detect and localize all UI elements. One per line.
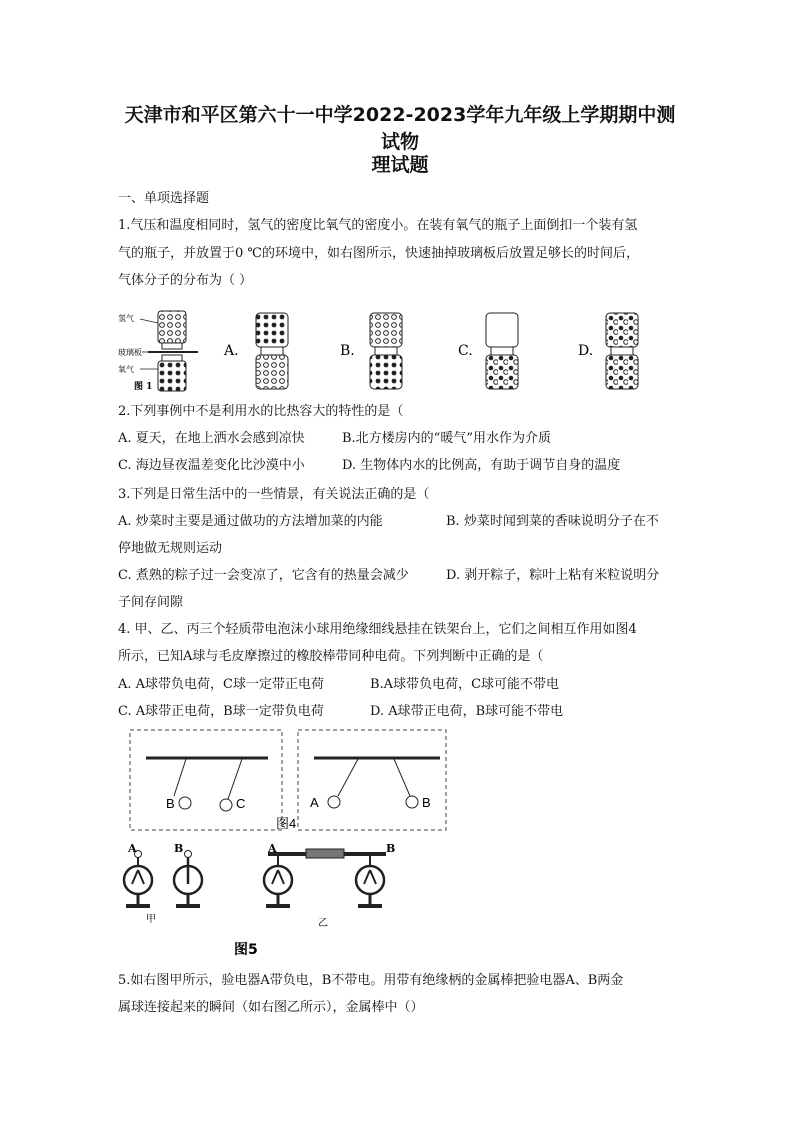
title-line-2: 理试题 [371, 154, 429, 176]
fig4-label-b-left: B [166, 796, 175, 811]
fig1-caption: 图 1 [134, 382, 153, 392]
figure-4-hanging-balls [128, 728, 450, 832]
q1-option-d-figure [606, 313, 638, 389]
fig5-label-b-jia: B [174, 842, 184, 855]
q1-option-d-label: D. [578, 343, 594, 359]
q4-option-d: D. A球带正电荷，B球可能不带电 [370, 704, 564, 719]
fig4-caption: 图4 [276, 816, 297, 831]
q3-option-b-line-1: B. 炒菜时闻到菜的香味说明分子在不 [446, 514, 659, 529]
q2-option-c: C. 海边昼夜温差变化比沙漠中小 [118, 458, 305, 473]
fig5-label-a-jia: A [128, 842, 137, 855]
q1-option-c-label: C. [458, 343, 473, 359]
q2-stem: 2.下列事例中不是利用水的比热容大的特性的是（ [118, 404, 404, 419]
q1-stem-line-2: 气的瓶子，并放置于0 ℃的环境中，如右图所示，快速抽掉玻璃板后放置足够长的时间后， [118, 246, 639, 261]
fig5-caption: 图5 [234, 942, 258, 958]
q2-option-d: D. 生物体内水的比例高，有助于调节自身的温度 [342, 458, 621, 473]
fig5-label-a-yi: A [268, 842, 277, 855]
fig5-connected-electroscopes-yi [264, 849, 386, 908]
fig5-label-yi: 乙 [318, 918, 328, 929]
q1-option-b-label: B. [340, 343, 355, 359]
fig4-label-c: C [236, 796, 246, 811]
q4-option-a: A. A球带负电荷，C球一定带正电荷 [118, 677, 324, 692]
q1-option-c-figure [486, 313, 518, 389]
q2-option-b: B.北方楼房内的“暖气”用水作为介质 [342, 431, 551, 446]
fig4-label-b-right: B [422, 795, 431, 810]
q1-stem-line-3: 气体分子的分布为（ ） [118, 273, 253, 288]
figure-5-electroscopes [118, 840, 408, 960]
figure-1-gas-bottles [118, 305, 678, 400]
fig1-label-glass: 玻璃板 [118, 348, 142, 357]
section-heading: 一、单项选择题 [118, 191, 210, 206]
q3-option-c: C. 煮熟的粽子过一会变凉了，它含有的热量会减少 [118, 568, 409, 583]
q5-stem-line-2: 属球连接起来的瞬间（如右图乙所示），金属棒中（） [118, 1000, 424, 1015]
q1-option-b-figure [370, 313, 402, 389]
q2-option-a: A. 夏天，在地上洒水会感到凉快 [118, 431, 305, 446]
q1-stem-line-1: 1.气压和温度相同时，氢气的密度比氧气的密度小。在装有氧气的瓶子上面倒扣一个装有氢 [118, 218, 638, 233]
q4-option-b: B.A球带负电荷，C球可能不带电 [370, 677, 560, 692]
fig5-label-b-yi: B [386, 842, 396, 855]
fig5-label-jia: 甲 [146, 914, 156, 925]
fig1-label-o2: 氧气 [118, 365, 134, 374]
q3-stem: 3.下列是日常生活中的一些情景，有关说法正确的是（ [118, 487, 430, 502]
q5-stem-line-1: 5.如右图甲所示，验电器A带负电，B不带电。用带有绝缘柄的金属棒把验电器A、B两金 [118, 973, 624, 988]
q3-option-d-line-2: 子间存间隙 [118, 595, 184, 610]
fig1-label-h2: 氢气 [118, 314, 134, 323]
fig1-original [140, 311, 198, 391]
q3-option-b-line-2: 停地做无规则运动 [118, 541, 223, 556]
q4-stem-line-1: 4. 甲、乙、丙三个轻质带电泡沫小球用绝缘细线悬挂在铁架台上，它们之间相互作用如图4 [118, 622, 637, 637]
title-line-1: 天津市和平区第六十一中学2022-2023学年九年级上学期期中测试物 [124, 104, 676, 153]
fig5-electroscope-b-jia [174, 851, 202, 909]
q4-stem-line-2: 所示，已知A球与毛皮摩擦过的橡胶棒带同种电荷。下列判断中正确的是（ [118, 649, 544, 664]
q4-option-c: C. A球带正电荷，B球一定带负电荷 [118, 704, 324, 719]
fig4-label-a: A [310, 795, 319, 810]
q1-option-a-label: A. [224, 343, 239, 359]
q1-option-a-figure [256, 313, 288, 389]
q3-option-d-line-1: D. 剥开粽子，粽叶上粘有米粒说明分 [446, 568, 660, 583]
q3-option-a: A. 炒菜时主要是通过做功的方法增加菜的内能 [118, 514, 383, 529]
fig5-electroscope-a-jia [124, 851, 152, 909]
